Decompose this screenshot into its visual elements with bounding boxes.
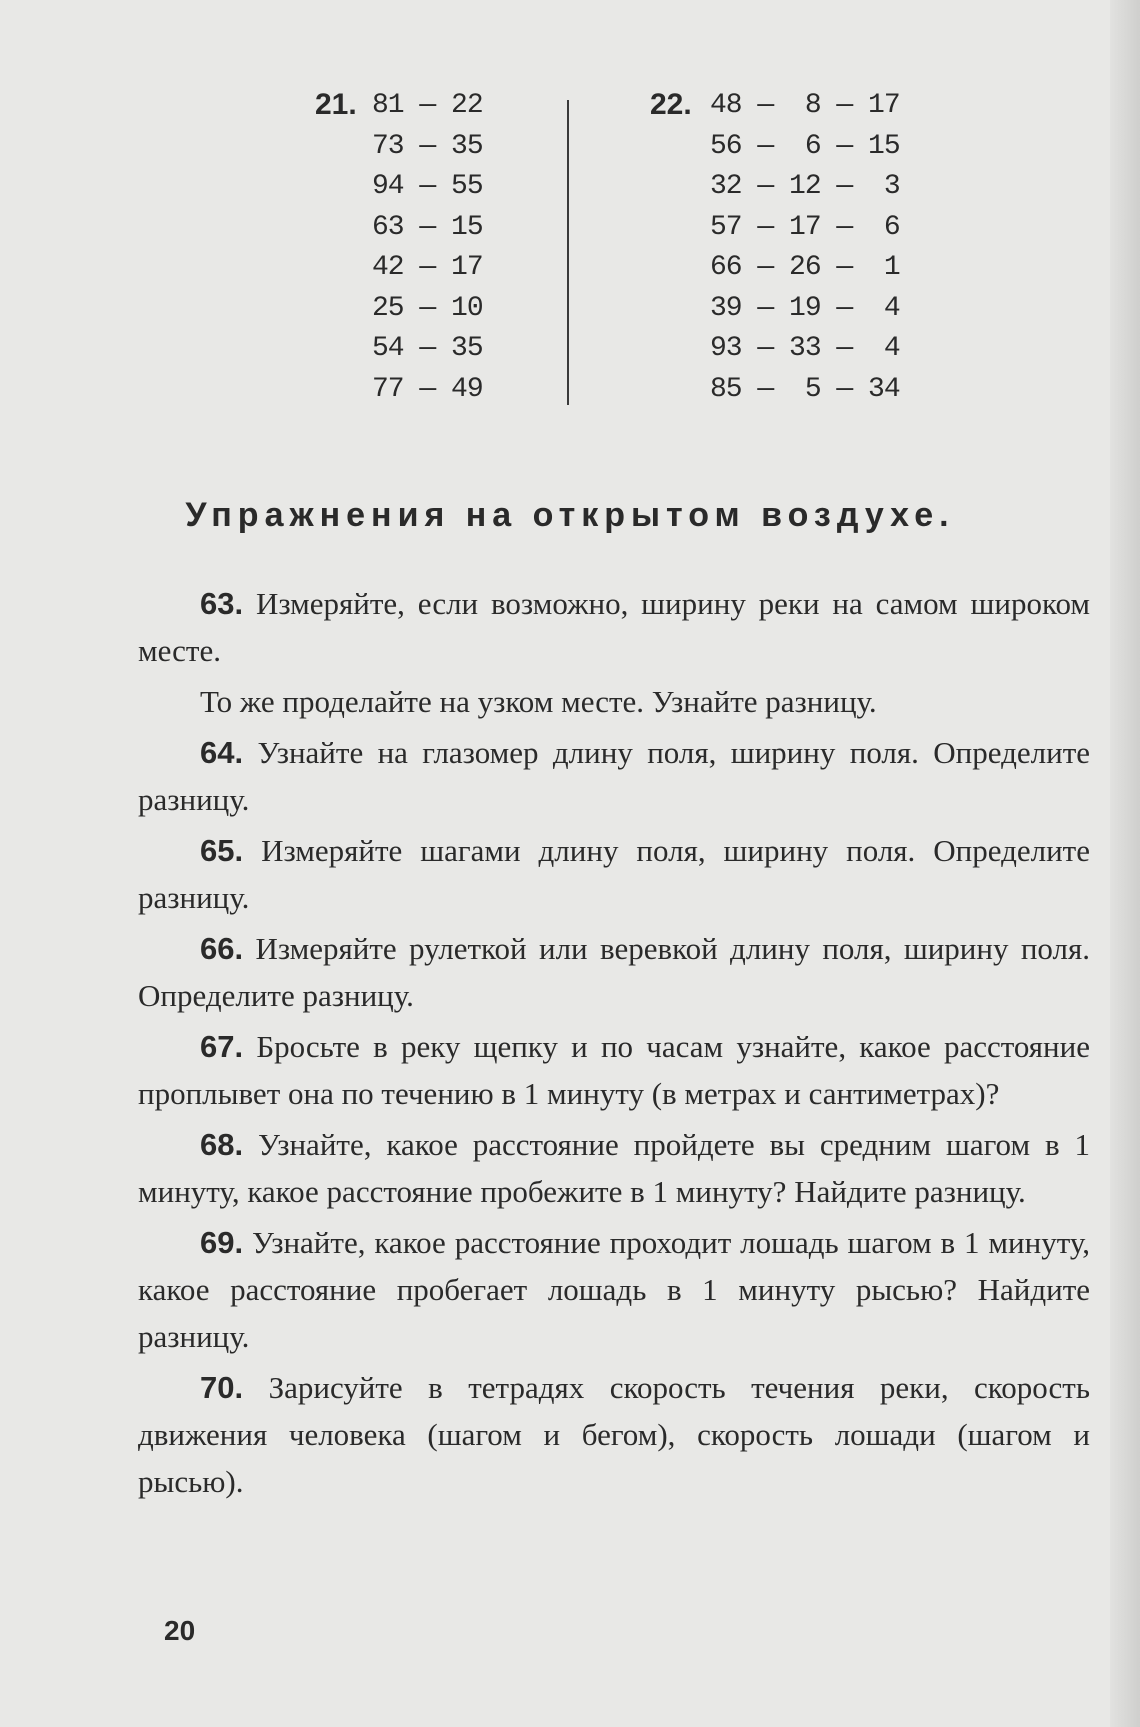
exercise-paragraph [138, 1023, 1090, 1117]
exercise-text: Измеряйте рулеткой или веревкой длину поля, ширину поля. Определите разницу. [138, 931, 1090, 1013]
exercise-22-row: 48 — 8 — 17 [710, 90, 900, 121]
exercise-number: 63. [200, 586, 244, 621]
exercise-22-number: 22. [650, 88, 692, 121]
exercise-paragraph [138, 925, 1090, 1019]
exercise-text-block [138, 580, 1090, 1509]
exercise-21-row: 25 — 10 [372, 292, 483, 324]
exercise-22-row: 57 — 17 — 6 [710, 211, 900, 243]
exercise-text: Узнайте, какое расстояние проходит лошадь шагом в 1 минуту, какое расстояние пробегает лошадь в 1 минуту рысью? Найдите разницу. [138, 1225, 1090, 1354]
exercise-paragraph [138, 678, 1090, 725]
exercise-22-row: 56 — 6 — 15 [710, 130, 900, 162]
exercise-21-row: 73 — 35 [372, 130, 483, 162]
exercise-21-row: 94 — 55 [372, 171, 483, 202]
exercise-22-rows [710, 86, 900, 410]
exercise-21-row: 63 — 15 [372, 211, 483, 243]
exercise-text: Бросьте в реку щепку и по часам узнайте, какое расстояние проплывет она по течению в 1 минуту (в метрах и сантиметрах)? [138, 1029, 1090, 1111]
exercise-21-number: 21. [315, 88, 357, 121]
exercise-text: Узнайте, какое расстояние пройдете вы средним шагом в 1 минуту, какое расстояние пробежите в 1 минуту? Найдите разницу. [138, 1127, 1090, 1209]
exercise-paragraph [138, 1121, 1090, 1215]
exercise-paragraph [138, 729, 1090, 823]
exercise-paragraph [138, 1219, 1090, 1360]
section-heading: Упражнения на открытом воздухе. [185, 496, 955, 534]
exercise-22-row: 85 — 5 — 34 [710, 373, 900, 405]
exercise-paragraph [138, 1364, 1090, 1505]
exercise-number: 66. [200, 931, 244, 966]
exercise-21-rows [372, 86, 483, 410]
exercise-21-row: 81 — 22 [372, 90, 483, 121]
page-number: 20 [164, 1615, 196, 1646]
exercise-paragraph [138, 827, 1090, 921]
exercise-number: 67. [200, 1029, 244, 1064]
exercise-text: Узнайте на глазомер длину поля, ширину поля. Определите разницу. [138, 735, 1090, 817]
exercise-21-row: 54 — 35 [372, 333, 483, 364]
exercise-21-row: 42 — 17 [372, 252, 483, 283]
exercise-21-row: 77 — 49 [372, 373, 483, 405]
exercise-text: Зарисуйте в тетрадях скорость течения реки, скорость движения человека (шагом и бегом), скорость лошади (шагом и рысью). [138, 1370, 1090, 1499]
exercise-text: Измеряйте, если возможно, ширину реки на самом широком месте. [138, 586, 1090, 668]
exercise-number: 64. [200, 735, 244, 770]
exercise-22-row: 93 — 33 — 4 [710, 333, 900, 364]
exercise-paragraph [138, 580, 1090, 674]
exercise-number: 65. [200, 833, 244, 868]
exercise-number: 68. [200, 1127, 244, 1162]
exercise-number: 69. [200, 1225, 244, 1260]
page-edge-shadow [1110, 0, 1140, 1727]
exercise-text: То же проделайте на узком месте. Узнайте разницу. [200, 684, 877, 719]
exercise-number: 70. [200, 1370, 244, 1405]
exercise-22-row: 39 — 19 — 4 [710, 292, 900, 324]
exercise-text: Измеряйте шагами длину поля, ширину поля. Определите разницу. [138, 833, 1090, 915]
exercise-22-row: 32 — 12 — 3 [710, 171, 900, 202]
column-divider [567, 100, 569, 405]
exercise-22-row: 66 — 26 — 1 [710, 252, 900, 283]
